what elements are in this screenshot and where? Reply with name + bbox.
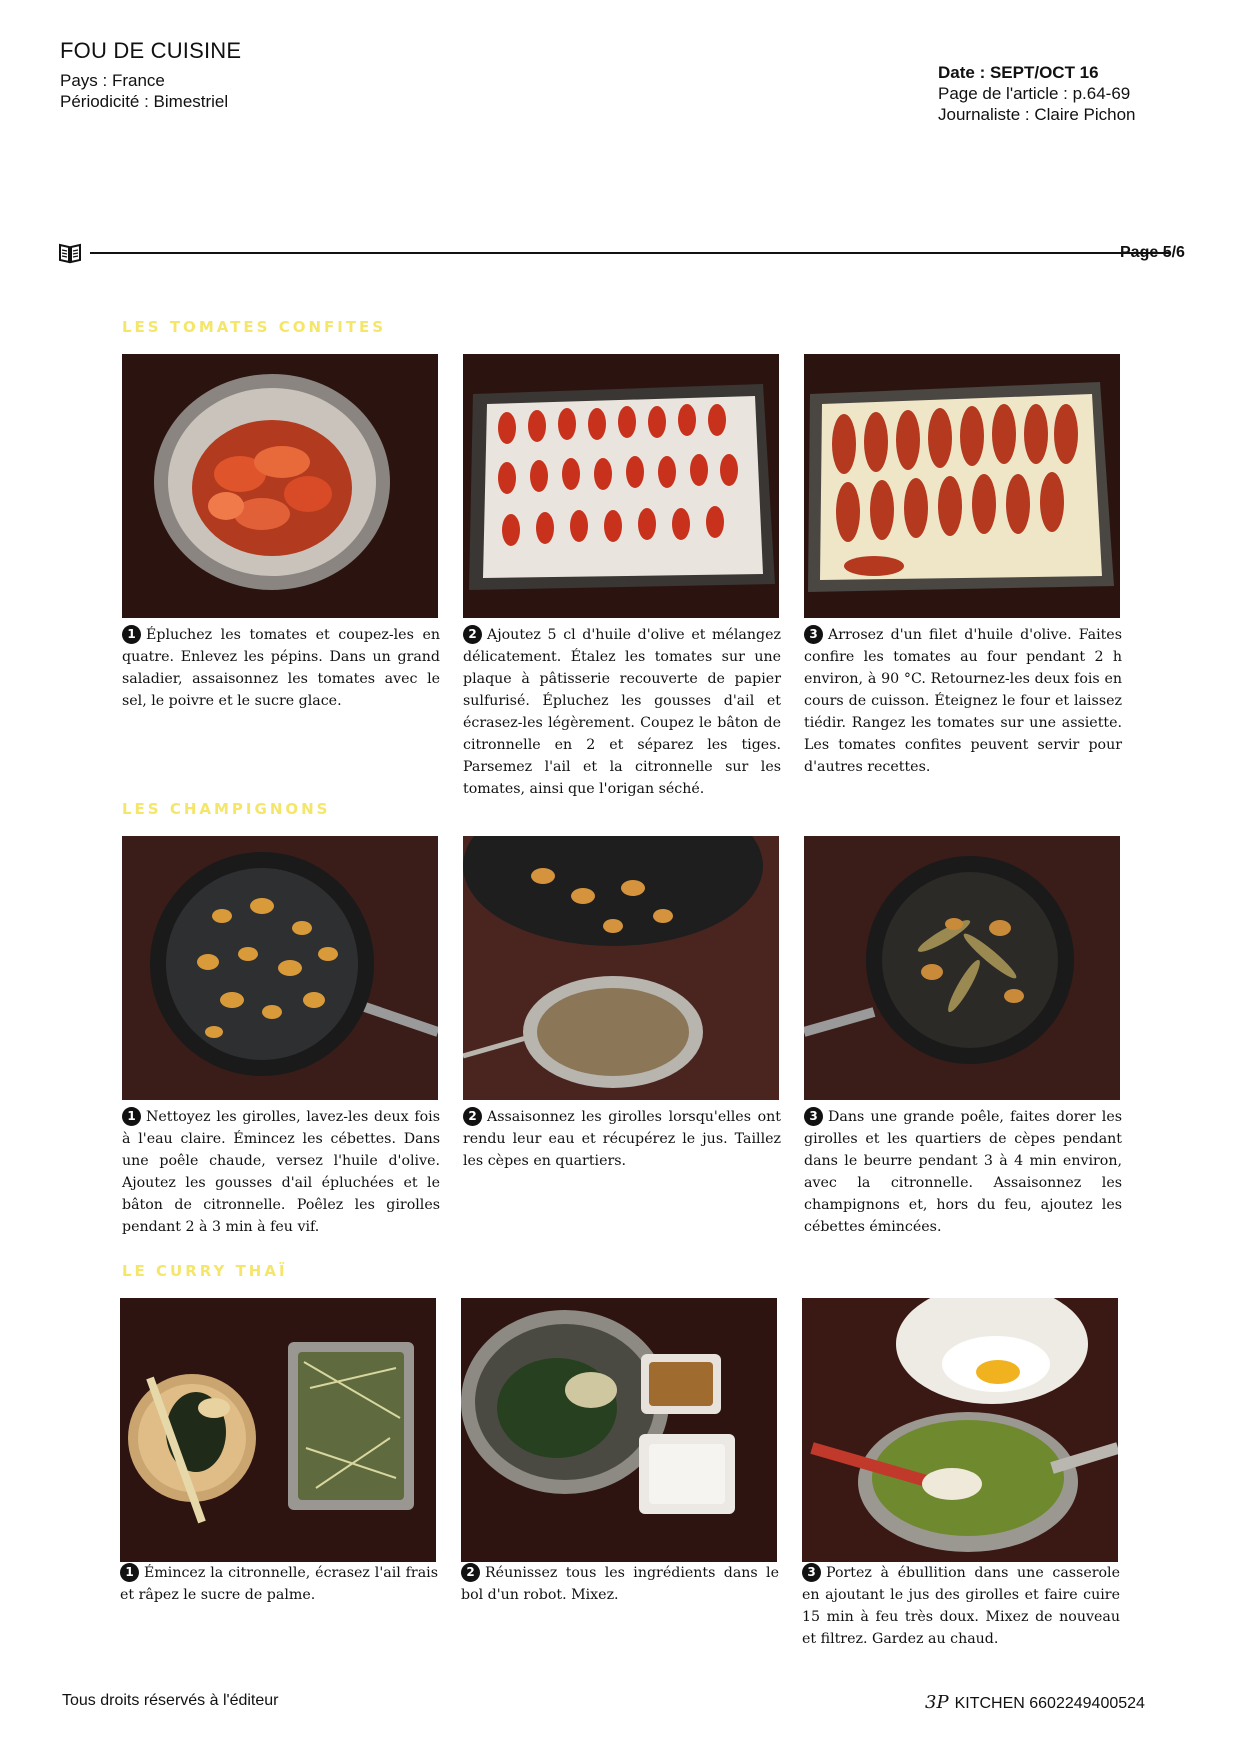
footer-code: KITCHEN 6602249400524 bbox=[954, 1695, 1145, 1712]
article-pages-line: Page de l'article : p.64-69 bbox=[938, 84, 1131, 103]
photo-curry-robot bbox=[461, 1298, 777, 1562]
step-text: Émincez la citronnelle, écrasez l'ail frais et râpez le sucre de palme. bbox=[120, 1565, 438, 1603]
journalist-line: Journaliste : Claire Pichon bbox=[938, 105, 1136, 124]
article-info bbox=[938, 62, 1135, 125]
country-line: Pays : France bbox=[60, 71, 165, 90]
step-number-badge: 3 bbox=[804, 625, 823, 644]
rights-notice: Tous droits réservés à l'éditeur bbox=[62, 1692, 279, 1709]
step-text: Ajoutez 5 cl d'huile d'olive et mélangez délicatement. Étalez les tomates sur une plaque à pâtisserie recouverte de papier sulfurisé. Épluchez les gousses d'ail et écrasez-les légèrement. Coupez le bâton de citronnelle en 2 et séparez les tiges. Parsemez l'ail et la citronnelle sur les tomates, ainsi que l'origan séché. bbox=[463, 627, 781, 797]
step-number-badge: 2 bbox=[463, 625, 482, 644]
step-text: Portez à ébullition dans une casserole en ajoutant le jus des girolles et faire cuire 15 min à feu très doux. Mixez de nouveau et filtrez. Gardez au chaud. bbox=[802, 1565, 1120, 1647]
step-text: Réunissez tous les ingrédients dans le bol d'un robot. Mixez. bbox=[461, 1565, 779, 1603]
step-curry-2 bbox=[461, 1562, 779, 1606]
photo-champignons-sieve bbox=[463, 836, 779, 1100]
step-tomates-1 bbox=[122, 624, 440, 712]
step-text: Assaisonnez les girolles lorsqu'elles ont rendu leur eau et récupérez le jus. Taillez les cèpes en quartiers. bbox=[463, 1109, 781, 1169]
step-tomates-3 bbox=[804, 624, 1122, 778]
step-text: Dans une grande poêle, faites dorer les girolles et les quartiers de cèpes pendant dans le beurre pendant 3 à 4 min environ, avec la citronnelle. Assaisonnez les champignons et, hors du feu, ajoutez les cébettes émincées. bbox=[804, 1109, 1122, 1235]
step-number-badge: 1 bbox=[122, 625, 141, 644]
step-champignons-3 bbox=[804, 1106, 1122, 1238]
photo-champignons-cepes bbox=[804, 836, 1120, 1100]
publication-title: FOU DE CUISINE bbox=[60, 38, 242, 63]
photo-champignons-pan bbox=[122, 836, 438, 1100]
photo-tomates-confites bbox=[804, 354, 1120, 618]
photo-curry-ingredients bbox=[120, 1298, 436, 1562]
section-title-curry: LE CURRY THAÏ bbox=[122, 1262, 288, 1280]
footer-code-block bbox=[925, 1692, 1145, 1713]
section-title-champignons: LES CHAMPIGNONS bbox=[122, 800, 331, 818]
step-champignons-1 bbox=[122, 1106, 440, 1238]
step-text: Nettoyez les girolles, lavez-les deux fois à l'eau claire. Émincez les cébettes. Dans une poêle chaude, versez l'huile d'olive. Ajoutez les gousses d'ail épluchées et le bâton de citronnelle. Poêlez les girolles pendant 2 à 3 min à feu vif. bbox=[122, 1109, 440, 1235]
step-number-badge: 1 bbox=[120, 1563, 139, 1582]
step-number-badge: 3 bbox=[804, 1107, 823, 1126]
photo-tomates-tray bbox=[463, 354, 779, 618]
horizontal-rule bbox=[90, 252, 1170, 254]
page-indicator: Page 5/6 bbox=[1120, 244, 1185, 261]
photo-tomates-bowl bbox=[122, 354, 438, 618]
page-rule bbox=[58, 242, 1188, 266]
step-number-badge: 2 bbox=[463, 1107, 482, 1126]
step-curry-3 bbox=[802, 1562, 1120, 1650]
publication-info bbox=[60, 38, 241, 112]
periodicity-line: Périodicité : Bimestriel bbox=[60, 92, 229, 111]
date-line: Date : SEPT/OCT 16 bbox=[938, 63, 1099, 82]
step-tomates-2 bbox=[463, 624, 781, 800]
step-curry-1 bbox=[120, 1562, 438, 1606]
publisher-logo-icon: 3P bbox=[925, 1692, 949, 1713]
step-champignons-2 bbox=[463, 1106, 781, 1172]
step-text: Épluchez les tomates et coupez-les en quatre. Enlevez les pépins. Dans un grand saladier, assaisonnez les tomates avec le sel, le poivre et le sucre glace. bbox=[122, 627, 440, 709]
step-number-badge: 2 bbox=[461, 1563, 480, 1582]
step-text: Arrosez d'un filet d'huile d'olive. Faites confire les tomates au four pendant 2 h environ, à 90 °C. Retournez-les deux fois en cours de cuisson. Éteignez le four et laissez tiédir. Rangez les tomates sur une assiette. Les tomates confites peuvent servir pour d'autres recettes. bbox=[804, 627, 1122, 775]
step-number-badge: 3 bbox=[802, 1563, 821, 1582]
open-book-icon bbox=[58, 242, 82, 264]
step-number-badge: 1 bbox=[122, 1107, 141, 1126]
section-title-tomates: LES TOMATES CONFITES bbox=[122, 318, 387, 336]
photo-curry-saucepan bbox=[802, 1298, 1118, 1562]
